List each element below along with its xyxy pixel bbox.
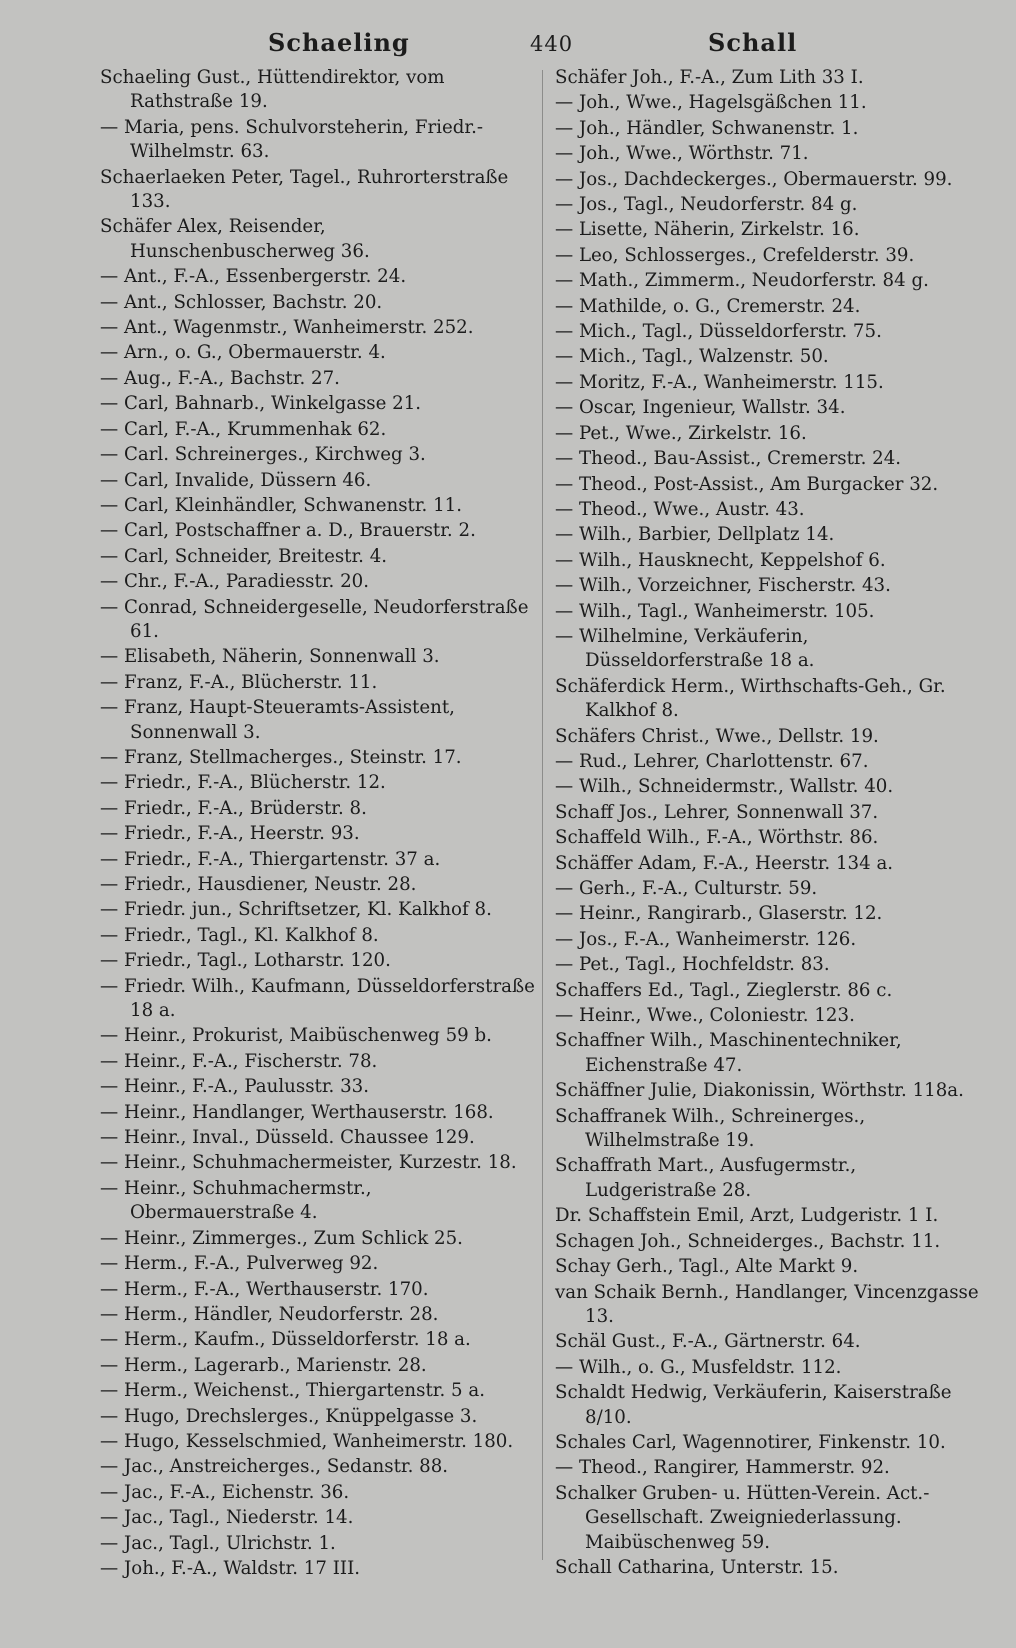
directory-entry: — Joh., F.-A., Waldstr. 17 III. (100, 1557, 361, 1579)
directory-entry: Schaerlaeken Peter, Tagel., Ruhrorterstraße 133. (100, 166, 509, 213)
directory-entry: Schalker Gruben- u. Hütten-Verein. Act.-Gesellschaft. Zweigniederlassung. Maibüschenweg 59. (555, 1482, 930, 1553)
running-head-right: Schall (708, 28, 798, 57)
directory-entry: Schall Catharina, Unterstr. 15. (555, 1556, 839, 1578)
directory-entry: Schäffner Julie, Diakonissin, Wörthstr. 118a. (555, 1080, 964, 1102)
directory-entry: — Mathilde, o. G., Cremerstr. 24. (555, 295, 861, 317)
directory-entry: — Friedr. Wilh., Kaufmann, Düsseldorferstraße 18 a. (100, 975, 535, 1022)
directory-entry: — Rud., Lehrer, Charlottenstr. 67. (555, 750, 869, 772)
directory-entry: Schagen Joh., Schneiderges., Bachstr. 11. (555, 1230, 941, 1252)
directory-entry: Schäffer Adam, F.-A., Heerstr. 134 a. (555, 852, 894, 874)
directory-entry: Schaeling Gust., Hüttendirektor, vom Rathstraße 19. (100, 67, 445, 113)
column-divider (542, 70, 543, 1560)
directory-entry: — Friedr., F.-A., Brüderstr. 8. (100, 797, 367, 819)
directory-entry: — Mich., Tagl., Düsseldorferstr. 75. (555, 321, 882, 343)
directory-entry: Schaldt Hedwig, Verkäuferin, Kaiserstraße 8/10. (555, 1382, 952, 1428)
directory-entry: — Aug., F.-A., Bachstr. 27. (100, 367, 340, 389)
directory-entry: — Heinr., F.-A., Paulusstr. 33. (100, 1076, 370, 1098)
directory-entry: — Ant., Wagenmstr., Wanheimerstr. 252. (100, 317, 474, 339)
directory-entry: — Jac., Anstreicherges., Sedanstr. 88. (100, 1456, 449, 1478)
directory-entry: — Wilh., o. G., Musfeldstr. 112. (555, 1356, 842, 1378)
directory-entry: — Herm., Lagerarb., Marienstr. 28. (100, 1354, 427, 1376)
directory-entry: — Carl, Schneider, Breitestr. 4. (100, 545, 388, 567)
directory-entry: — Pet., Tagl., Hochfeldstr. 83. (555, 954, 830, 976)
directory-entry: — Heinr., Handlanger, Werthauserstr. 168. (100, 1101, 494, 1123)
directory-entry: — Wilh., Hausknecht, Keppelshof 6. (555, 549, 886, 571)
directory-entry: Schäfers Christ., Wwe., Dellstr. 19. (555, 725, 879, 747)
directory-entry: — Theod., Wwe., Austr. 43. (555, 498, 805, 520)
directory-entry: — Herm., Weichenst., Thiergartenstr. 5 a. (100, 1380, 485, 1402)
directory-entry: — Friedr., Tagl., Kl. Kalkhof 8. (100, 924, 379, 946)
page-number: 440 (530, 32, 574, 56)
directory-entry: — Wilh., Schneidermstr., Wallstr. 40. (555, 776, 894, 798)
running-head-left: Schaeling (268, 28, 410, 57)
directory-entry: — Chr., F.-A., Paradiesstr. 20. (100, 571, 370, 593)
directory-entry: — Theod., Bau-Assist., Cremerstr. 24. (555, 448, 902, 470)
directory-entry: — Carl, Bahnarb., Winkelgasse 21. (100, 393, 422, 415)
directory-entry: — Herm., F.-A., Werthauserstr. 170. (100, 1278, 429, 1300)
directory-entry: — Heinr., Wwe., Coloniestr. 123. (555, 1005, 855, 1027)
directory-entry: — Ant., F.-A., Essenbergerstr. 24. (100, 266, 407, 288)
directory-entry: — Jac., F.-A., Eichenstr. 36. (100, 1481, 350, 1503)
directory-entry: Schay Gerh., Tagl., Alte Markt 9. (555, 1256, 859, 1278)
directory-entry: — Herm., F.-A., Pulverweg 92. (100, 1253, 379, 1275)
directory-entry: — Wilh., Vorzeichner, Fischerstr. 43. (555, 575, 891, 597)
directory-entry: — Jos., Dachdeckerges., Obermauerstr. 99. (555, 168, 953, 190)
directory-entry: — Herm., Kaufm., Düsseldorferstr. 18 a. (100, 1329, 471, 1351)
directory-entry: Schaffers Ed., Tagl., Zieglerstr. 86 c. (555, 979, 893, 1001)
directory-entry: — Heinr., Zimmerges., Zum Schlick 25. (100, 1227, 463, 1249)
directory-entry: — Arn., o. G., Obermauerstr. 4. (100, 342, 386, 364)
directory-entry: — Oscar, Ingenieur, Wallstr. 34. (555, 397, 846, 419)
directory-entry: — Friedr., Hausdiener, Neustr. 28. (100, 874, 417, 895)
directory-entry: Schäl Gust., F.-A., Gärtnerstr. 64. (555, 1331, 861, 1353)
directory-entry: Schales Carl, Wagennotirer, Finkenstr. 10. (555, 1431, 946, 1453)
directory-entry: Schäfer Joh., F.-A., Zum Lith 33 I. (555, 67, 864, 88)
directory-entry: Schaffranek Wilh., Schreinerges., Wilhelmstraße 19. (555, 1105, 866, 1152)
directory-entry: — Carl, F.-A., Krummenhak 62. (100, 418, 387, 440)
directory-entry: — Joh., Wwe., Hagelsgäßchen 11. (555, 92, 867, 114)
directory-entry: — Hugo, Drechslerges., Knüppelgasse 3. (100, 1405, 478, 1427)
left-column (100, 66, 535, 1582)
directory-entry: Dr. Schaffstein Emil, Arzt, Ludgeristr. 1 I. (555, 1205, 939, 1227)
directory-entry: — Carl. Schreinerges., Kirchweg 3. (100, 444, 426, 466)
directory-entry: — Carl, Kleinhändler, Schwanenstr. 11. (100, 494, 463, 516)
directory-entry: — Theod., Post-Assist., Am Burgacker 32. (555, 473, 939, 495)
directory-entry: Schäfer Alex, Reisender, Hunschenbuscherweg 36. (100, 216, 370, 262)
directory-entry: — Leo, Schlosserges., Crefelderstr. 39. (555, 244, 915, 266)
directory-entry: — Jac., Tagl., Ulrichstr. 1. (100, 1532, 336, 1554)
directory-entry: — Friedr., Tagl., Lotharstr. 120. (100, 950, 391, 972)
directory-entry: — Elisabeth, Näherin, Sonnenwall 3. (100, 646, 440, 668)
directory-entry: — Heinr., Prokurist, Maibüschenweg 59 b. (100, 1025, 492, 1047)
directory-entry: — Jos., F.-A., Wanheimerstr. 126. (555, 928, 857, 950)
directory-entry: — Wilh., Tagl., Wanheimerstr. 105. (555, 600, 875, 622)
directory-entry: — Joh., Händler, Schwanenstr. 1. (555, 117, 859, 139)
directory-entry: — Friedr., F.-A., Blücherstr. 12. (100, 772, 386, 794)
directory-entry: — Math., Zimmerm., Neudorferstr. 84 g. (555, 270, 929, 292)
directory-entry: Schaffeld Wilh., F.-A., Wörthstr. 86. (555, 827, 879, 849)
directory-entry: Schäferdick Herm., Wirthschafts-Geh., Gr. Kalkhof 8. (555, 675, 946, 722)
directory-entry: — Franz, Haupt-Steueramts-Assistent, Sonnenwall 3. (100, 697, 455, 743)
directory-entry: — Moritz, F.-A., Wanheimerstr. 115. (555, 371, 884, 393)
directory-entry: — Friedr., F.-A., Heerstr. 93. (100, 823, 360, 845)
directory-entry: — Carl, Postschaffner a. D., Brauerstr. 2. (100, 520, 476, 542)
directory-entry: — Lisette, Näherin, Zirkelstr. 16. (555, 219, 860, 241)
directory-entry: — Hugo, Kesselschmied, Wanheimerstr. 180. (100, 1430, 514, 1452)
directory-entry: — Theod., Rangirer, Hammerstr. 92. (555, 1457, 890, 1479)
directory-entry: — Jos., Tagl., Neudorferstr. 84 g. (555, 194, 858, 216)
directory-entry: — Gerh., F.-A., Culturstr. 59. (555, 878, 818, 899)
directory-entry: — Friedr. jun., Schriftsetzer, Kl. Kalkhof 8. (100, 899, 492, 921)
directory-entry: — Heinr., Schuhmachermstr., Obermauerstraße 4. (100, 1177, 372, 1224)
directory-entry: — Conrad, Schneidergeselle, Neudorferstraße 61. (100, 596, 529, 642)
directory-entry: — Heinr., Inval., Düsseld. Chaussee 129. (100, 1127, 475, 1149)
directory-entry: — Mich., Tagl., Walzenstr. 50. (555, 346, 829, 368)
directory-entry: Schaffrath Mart., Ausfugermstr., Ludgeristraße 28. (555, 1155, 857, 1201)
directory-entry: — Wilh., Barbier, Dellplatz 14. (555, 524, 835, 546)
directory-entry: — Friedr., F.-A., Thiergartenstr. 37 a. (100, 848, 441, 870)
directory-entry: — Maria, pens. Schulvorsteherin, Friedr.-Wilhelmstr. 63. (100, 116, 484, 163)
directory-entry: — Ant., Schlosser, Bachstr. 20. (100, 291, 383, 313)
directory-entry: — Herm., Händler, Neudorferstr. 28. (100, 1303, 439, 1325)
directory-entry: — Heinr., Schuhmachermeister, Kurzestr. 18. (100, 1152, 517, 1174)
directory-entry: van Schaik Bernh., Handlanger, Vincenzgasse 13. (555, 1281, 979, 1327)
directory-entry: — Heinr., F.-A., Fischerstr. 78. (100, 1050, 378, 1072)
directory-entry: — Joh., Wwe., Wörthstr. 71. (555, 143, 809, 165)
directory-entry: — Wilhelmine, Verkäuferin, Düsseldorferstraße 18 a. (555, 625, 815, 672)
directory-entry: — Franz, Stellmacherges., Steinstr. 17. (100, 746, 462, 768)
directory-entry: — Carl, Invalide, Düssern 46. (100, 469, 372, 491)
right-column (555, 66, 985, 1581)
directory-entry: — Franz, F.-A., Blücherstr. 11. (100, 671, 378, 693)
directory-entry: — Jac., Tagl., Niederstr. 14. (100, 1507, 354, 1529)
directory-entry: Schaff Jos., Lehrer, Sonnenwall 37. (555, 801, 879, 823)
directory-entry: — Pet., Wwe., Zirkelstr. 16. (555, 422, 807, 444)
directory-entry: — Heinr., Rangirarb., Glaserstr. 12. (555, 903, 883, 925)
directory-entry: Schaffner Wilh., Maschinentechniker, Eichenstraße 47. (555, 1030, 902, 1076)
